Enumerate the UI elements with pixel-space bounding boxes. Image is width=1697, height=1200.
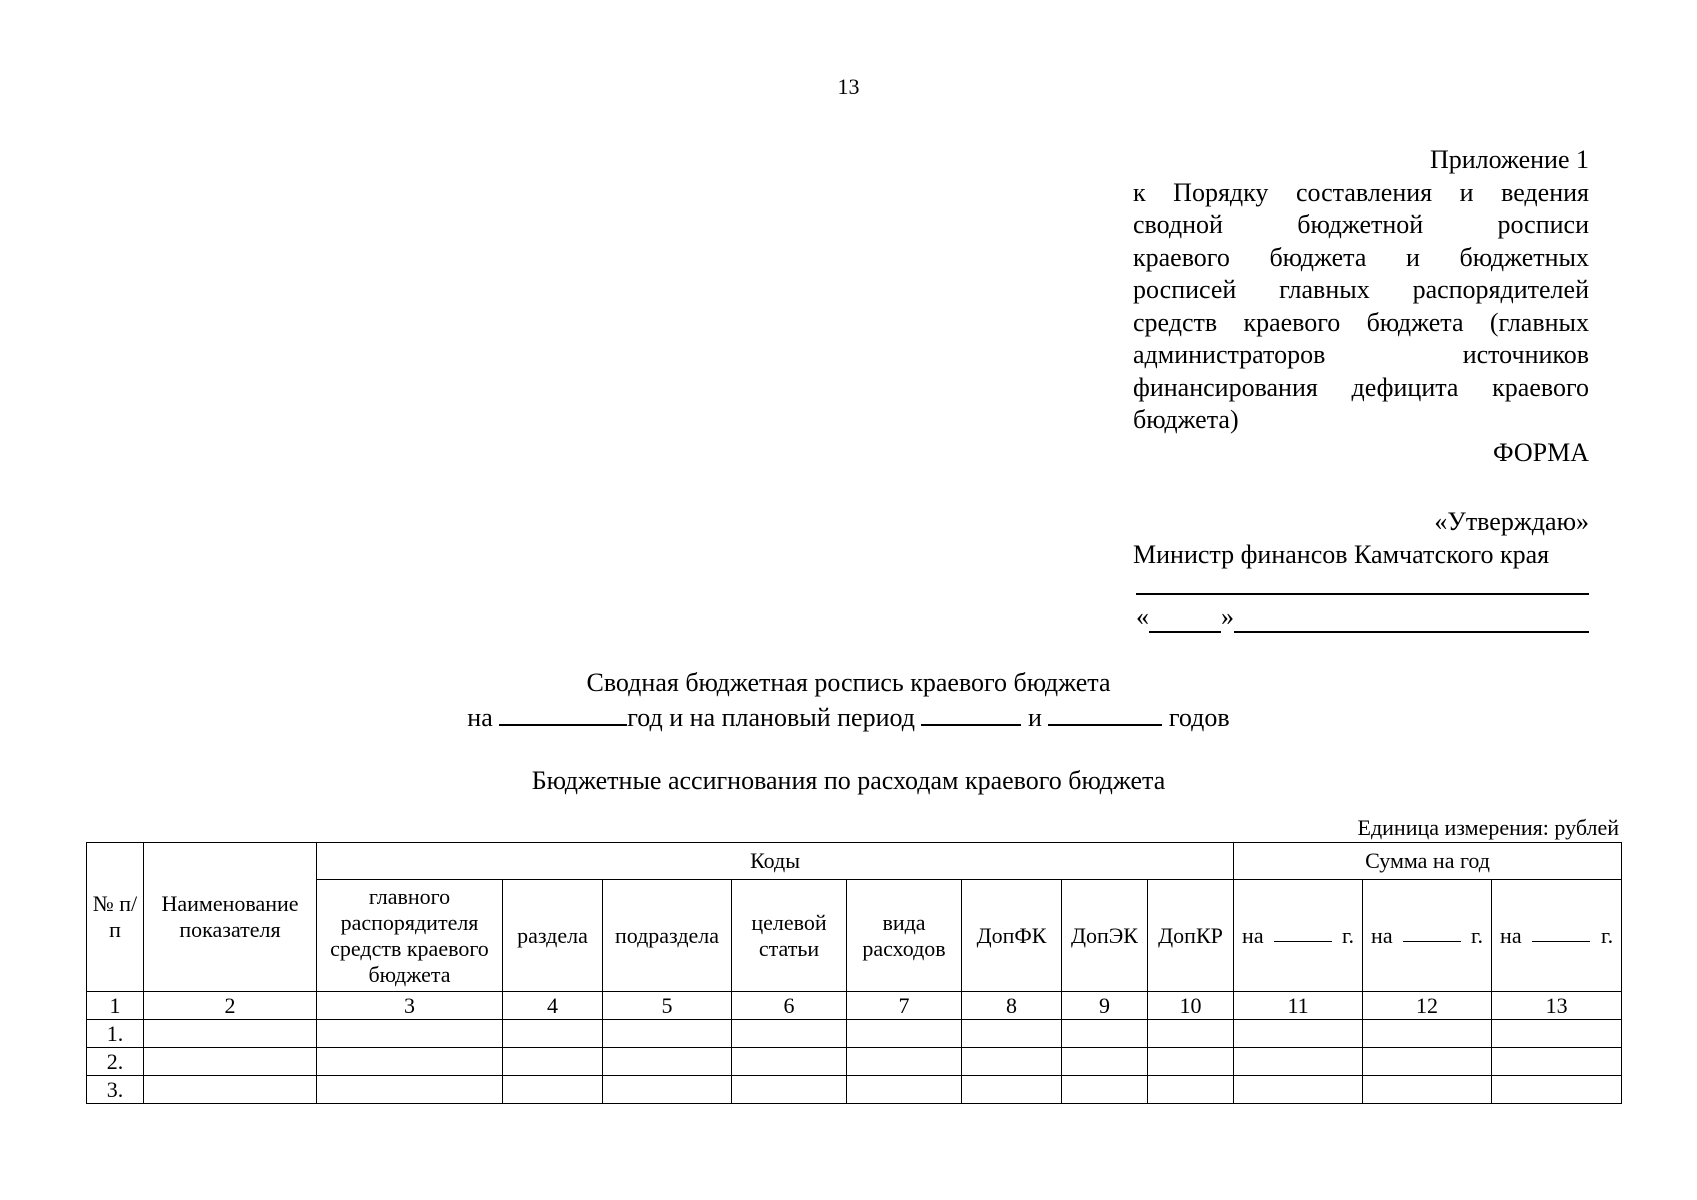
column-number: 3: [317, 992, 503, 1020]
date-line: [1133, 601, 1589, 633]
table-cell: [1234, 1020, 1363, 1048]
table-row: [87, 1020, 1622, 1048]
document-subtitle: Бюджетные ассигнования по расходам краевого бюджета: [531, 766, 1166, 795]
table-cell: [317, 1020, 503, 1048]
approval-label: «Утверждаю»: [1434, 507, 1589, 536]
table-cell: [962, 1076, 1062, 1104]
period-mid: год и на плановый период: [627, 703, 922, 732]
table-cell: [1363, 1020, 1492, 1048]
appendix-block: [1133, 144, 1589, 469]
appendix-title: Приложение 1: [1429, 145, 1589, 174]
year-prefix: на: [1371, 922, 1393, 948]
year-blank: [1532, 923, 1590, 942]
column-number: 10: [1148, 992, 1234, 1020]
table-cell: [847, 1076, 962, 1104]
day-blank: [1149, 605, 1221, 633]
header-main-manager: главного распорядителя средств краевого бюджета: [317, 880, 503, 992]
header-dopfk: ДопФК: [962, 880, 1062, 992]
header-dopkr: ДопКР: [1148, 880, 1234, 992]
plan-year-2-blank: [1048, 700, 1162, 726]
table-cell: [144, 1048, 317, 1076]
period-prefix: на: [467, 703, 500, 732]
approver-position: Министр финансов Камчатского края: [1133, 540, 1550, 569]
header-subsection: подраздела: [603, 880, 732, 992]
budget-table: [86, 842, 1622, 1104]
table-cell: [1234, 1048, 1363, 1076]
table-cell: [1363, 1048, 1492, 1076]
year-blank: [499, 700, 627, 726]
year-blank: [1274, 923, 1332, 942]
header-year-1: [1234, 880, 1363, 992]
plan-year-1-blank: [921, 700, 1021, 726]
header-year-2: [1363, 880, 1492, 992]
date-close-quote: »: [1221, 602, 1234, 631]
table-cell: [503, 1020, 603, 1048]
document-period: [0, 700, 1697, 734]
table-cell: [317, 1048, 503, 1076]
table-cell: [317, 1076, 503, 1104]
year-suffix: г.: [1342, 922, 1355, 948]
table-cell: [1363, 1076, 1492, 1104]
table-cell: [1062, 1048, 1148, 1076]
appendix-line: сводной бюджетной росписи: [1133, 210, 1589, 239]
column-number: 9: [1062, 992, 1148, 1020]
table-cell: [1492, 1076, 1622, 1104]
appendix-line: бюджета): [1133, 405, 1239, 434]
table-cell: [732, 1048, 847, 1076]
table-cell: [503, 1048, 603, 1076]
units-label: Единица измерения: рублей: [1357, 815, 1619, 840]
header-target-article: целевой статьи: [732, 880, 847, 992]
form-label: ФОРМА: [1493, 437, 1589, 467]
period-and: и: [1021, 703, 1049, 732]
table-cell: [1062, 1076, 1148, 1104]
year-blank: [1403, 923, 1461, 942]
table-row: [87, 1048, 1622, 1076]
header-name: Наименование показателя: [144, 843, 317, 992]
table-cell: [603, 1048, 732, 1076]
page-number: 13: [837, 74, 860, 99]
table-cell: [847, 1020, 962, 1048]
table-cell: [144, 1020, 317, 1048]
year-prefix: на: [1500, 922, 1522, 948]
table-row: [87, 1076, 1622, 1104]
column-number: 12: [1363, 992, 1492, 1020]
year-prefix: на: [1242, 922, 1264, 948]
row-number: 3.: [87, 1076, 144, 1104]
table-cell: [503, 1076, 603, 1104]
column-number: 2: [144, 992, 317, 1020]
appendix-line: краевого бюджета и бюджетных: [1133, 242, 1589, 272]
header-sum: Сумма на год: [1234, 843, 1622, 880]
table-cell: [1234, 1076, 1363, 1104]
table-cell: [144, 1076, 317, 1104]
date-open-quote: «: [1136, 602, 1149, 631]
header-dopek: ДопЭК: [1062, 880, 1148, 992]
column-number: 8: [962, 992, 1062, 1020]
table-cell: [1062, 1020, 1148, 1048]
column-number: 11: [1234, 992, 1363, 1020]
signature-line: [1136, 593, 1589, 595]
table-cell: [1148, 1076, 1234, 1104]
header-row-number: № п/п: [87, 843, 144, 992]
table-cell: [603, 1020, 732, 1048]
approval-block: [1133, 505, 1589, 633]
appendix-line: средств краевого бюджета (главных: [1133, 307, 1589, 337]
header-expense-type: вида расходов: [847, 880, 962, 992]
header-section: раздела: [503, 880, 603, 992]
table-cell: [732, 1020, 847, 1048]
year-suffix: г.: [1601, 922, 1614, 948]
column-number: 7: [847, 992, 962, 1020]
column-number-row: [87, 992, 1622, 1020]
table-cell: [1492, 1020, 1622, 1048]
table-cell: [603, 1076, 732, 1104]
header-year-3: [1492, 880, 1622, 992]
column-number: 13: [1492, 992, 1622, 1020]
month-year-blank: [1234, 605, 1589, 633]
row-number: 1.: [87, 1020, 144, 1048]
column-number: 6: [732, 992, 847, 1020]
appendix-line: к Порядку составления и ведения: [1133, 177, 1589, 207]
table-cell: [1148, 1020, 1234, 1048]
table-cell: [1492, 1048, 1622, 1076]
table-cell: [962, 1048, 1062, 1076]
table-cell: [962, 1020, 1062, 1048]
header-codes: Коды: [317, 843, 1234, 880]
table-cell: [1148, 1048, 1234, 1076]
column-number: 4: [503, 992, 603, 1020]
period-suffix: годов: [1162, 703, 1230, 732]
document-title: Сводная бюджетная роспись краевого бюджета: [586, 668, 1111, 697]
year-suffix: г.: [1471, 922, 1484, 948]
appendix-line: росписей главных распорядителей: [1133, 275, 1589, 304]
table-cell: [847, 1048, 962, 1076]
table-cell: [732, 1076, 847, 1104]
appendix-line: финансирования дефицита краевого: [1133, 372, 1589, 402]
column-number: 1: [87, 992, 144, 1020]
column-number: 5: [603, 992, 732, 1020]
appendix-line: администраторов источников: [1133, 340, 1589, 369]
row-number: 2.: [87, 1048, 144, 1076]
